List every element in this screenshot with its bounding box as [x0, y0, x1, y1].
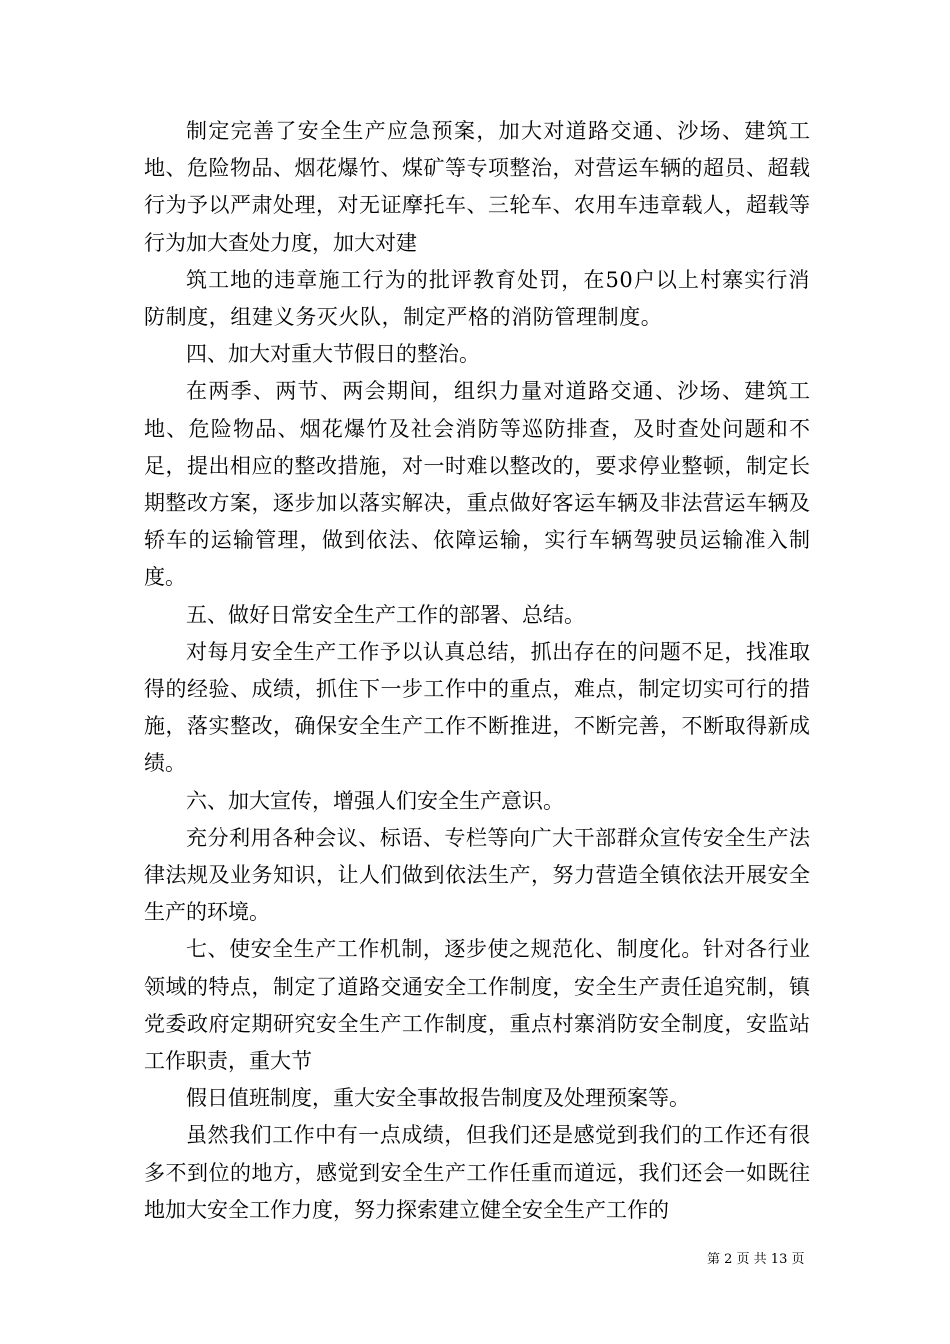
paragraph-8: 充分利用各种会议、标语、专栏等向广大干部群众宣传安全生产法律法规及业务知识，让人们做到依法生产，努力营造全镇依法开展安全生产的环境。	[144, 825, 810, 925]
document-body	[144, 113, 810, 1229]
paragraph-10: 假日值班制度，重大安全事故报告制度及处理预案等。	[186, 1086, 690, 1111]
section-heading-4: 四、加大对重大节假日的整治。	[186, 342, 480, 367]
section-heading-6: 六、加大宣传，增强人们安全生产意识。	[186, 788, 564, 813]
section-heading-5: 五、做好日常安全生产工作的部署、总结。	[186, 602, 585, 627]
paragraph-11: 虽然我们工作中有一点成绩，但我们还是感觉到我们的工作还有很多不到位的地方，感觉到安全生产工作任重而道远，我们还会一如既往地加大安全工作力度，努力探索建立健全安全生产工作的	[144, 1123, 810, 1222]
paragraph-9: 七、使安全生产工作机制，逐步使之规范化、制度化。针对各行业领域的特点，制定了道路交通安全工作制度，安全生产责任追究制，镇党委政府定期研究安全生产工作制度，重点村寨消防安全制度，安监站工作职责，重大节	[144, 937, 810, 1074]
paragraph-1: 制定完善了安全生产应急预案，加大对道路交通、沙场、建筑工地、危险物品、烟花爆竹、煤矿等专项整治，对营运车辆的超员、超载行为予以严肃处理，对无证摩托车、三轮车、农用车违章载人，超载等行为加大查处力度，加大对建	[144, 119, 810, 255]
paragraph-2: 筑工地的违章施工行为的批评教育处罚，在50户以上村寨实行消防制度，组建义务灭火队，制定严格的消防管理制度。	[144, 267, 810, 330]
paragraph-6: 对每月安全生产工作予以认真总结，抓出存在的问题不足，找准取得的经验、成绩，抓住下一步工作中的重点，难点，制定切实可行的措施，落实整改，确保安全生产工作不断推进，不断完善，不断取得新成绩。	[144, 639, 810, 776]
page-number-footer: 第 2 页 共 13 页	[707, 1252, 805, 1267]
paragraph-4: 在两季、两节、两会期间，组织力量对道路交通、沙场、建筑工地、危险物品、烟花爆竹及社会消防等巡防排查，及时查处问题和不足，提出相应的整改措施，对一时难以整改的，要求停业整顿，制定长期整改方案，逐步加以落实解决，重点做好客运车辆及非法营运车辆及轿车的运输管理，做到依法、依障运输，实行车辆驾驶员运输准入制度。	[144, 379, 810, 590]
